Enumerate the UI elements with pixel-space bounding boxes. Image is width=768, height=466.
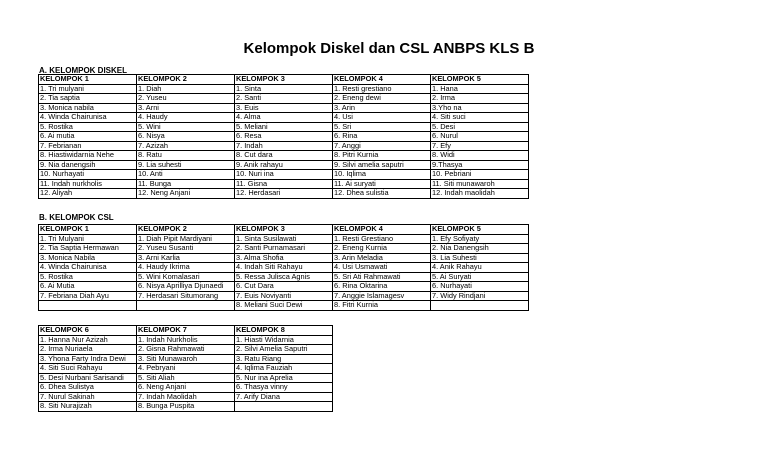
table-cell: 9.Thasya	[431, 160, 529, 170]
table-row	[39, 291, 529, 301]
table-cell: 2. Eneng Kurnia	[333, 244, 431, 254]
table-cell: 2. Tia saptia	[39, 94, 137, 104]
table-cell: 7. Widy Rindjani	[431, 291, 529, 301]
table-row	[39, 103, 529, 113]
section-a-label: A. KELOMPOK DISKEL	[39, 66, 128, 75]
table-cell: 1. Resti Grestiano	[333, 234, 431, 244]
table-cell: 10. Iqlima	[333, 170, 431, 180]
table-row	[39, 132, 529, 142]
table-cell: 8. Cut dara	[235, 151, 333, 161]
table-cell: 7. Indah	[235, 141, 333, 151]
table-cell: 5. Rostika	[39, 122, 137, 132]
table-row	[39, 244, 529, 254]
table-cell: 8. Meliani Suci Dewi	[235, 301, 333, 311]
table-cell: 2. Nia Danengsih	[431, 244, 529, 254]
table-row	[39, 151, 529, 161]
table-cell: 4. Haudy Ikrima	[137, 263, 235, 273]
table-cell: 2. Tia Saptia Hermawan	[39, 244, 137, 254]
table-cell: 7. Febrianan	[39, 141, 137, 151]
table-cell: 1. Tri Mulyani	[39, 234, 137, 244]
column-header: KELOMPOK 5	[431, 225, 529, 235]
column-header: KELOMPOK 3	[235, 225, 333, 235]
table-cell: 3. Arni Karlia	[137, 253, 235, 263]
table-cell: 2. Santi	[235, 94, 333, 104]
table-cell: 4. Alma	[235, 113, 333, 123]
table-cell: 5. Ressa Julisca Agnis	[235, 272, 333, 282]
table-cell: 5. Desi Nurbani Sarisandi	[39, 373, 137, 383]
table-cell: 7. Herdasari Situmorang	[137, 291, 235, 301]
table-header-row	[39, 75, 529, 85]
table-row	[39, 345, 333, 355]
table-cell: 9. Lia suhesti	[137, 160, 235, 170]
table-cell: 12. Herdasari	[235, 189, 333, 199]
table-cell: 6. Cut Dara	[235, 282, 333, 292]
table-cell: 6. Ai mutia	[39, 132, 137, 142]
table-cell: 3. Alma Shofia	[235, 253, 333, 263]
table-cell: 7. Efy	[431, 141, 529, 151]
table-cell: 4. Usi Usmawati	[333, 263, 431, 273]
table-cell: 4. Iqlima Fauziah	[235, 364, 333, 374]
table-cell: 7. Nurul Sakinah	[39, 392, 137, 402]
table-row	[39, 122, 529, 132]
table-cell: 4. Usi	[333, 113, 431, 123]
column-header: KELOMPOK 3	[235, 75, 333, 85]
table-cell: 4. Winda Chairunisa	[39, 113, 137, 123]
table-cell: 3. Yhona Farty Indra Dewi	[39, 354, 137, 364]
table-cell: 2. Gisna Rahmawati	[137, 345, 235, 355]
table-cell: 3. Lia Suhesti	[431, 253, 529, 263]
table-row	[39, 301, 529, 311]
column-header: KELOMPOK 1	[39, 225, 137, 235]
table-cell: 5. Wini	[137, 122, 235, 132]
column-header: KELOMPOK 8	[235, 326, 333, 336]
table-cell: 5. Nur ina Aprelia	[235, 373, 333, 383]
table-cell: 7. Febriana Diah Ayu	[39, 291, 137, 301]
table-cell: 5. Sri	[333, 122, 431, 132]
table-cell: 10. Nuri ina	[235, 170, 333, 180]
table-cell: 11. Siti munawaroh	[431, 179, 529, 189]
column-header: KELOMPOK 1	[39, 75, 137, 85]
table-cell: 8. Hiastiwidarnia Nehe	[39, 151, 137, 161]
table-cell: 7. Anggie Islamagesv	[333, 291, 431, 301]
table-cell: 4. Pebryani	[137, 364, 235, 374]
table-cell: 11. Gisna	[235, 179, 333, 189]
table-cell: 12. Aliyah	[39, 189, 137, 199]
table-cell: 5. Sri Ati Rahmawati	[333, 272, 431, 282]
table-cell: 5. Meliani	[235, 122, 333, 132]
table-cell: 2. Irma	[431, 94, 529, 104]
section-b-label: B. KELOMPOK CSL	[39, 213, 114, 222]
table-cell: 2. Eneng dewi	[333, 94, 431, 104]
table-cell	[39, 301, 137, 311]
table-header-row	[39, 326, 333, 336]
table-cell: 6. Ai Mutia	[39, 282, 137, 292]
table-cell: 11. Bunga	[137, 179, 235, 189]
table-cell: 5. Rostika	[39, 272, 137, 282]
table-cell: 8. Ratu	[137, 151, 235, 161]
table-cell: 10. Pebriani	[431, 170, 529, 180]
table-row	[39, 272, 529, 282]
column-header: KELOMPOK 4	[333, 225, 431, 235]
table-cell: 8. Widi	[431, 151, 529, 161]
table-cell: 6. Neng Anjani	[137, 383, 235, 393]
table-cell: 1. Sinta	[235, 84, 333, 94]
column-header: KELOMPOK 2	[137, 75, 235, 85]
table-cell: 8. Bunga Puspita	[137, 402, 235, 412]
table-cell: 6. Thasya vinny	[235, 383, 333, 393]
table-cell: 8. Pitri Kurnia	[333, 151, 431, 161]
table-cell: 6. Resa	[235, 132, 333, 142]
table-cell	[235, 402, 333, 412]
table-cell: 6. Dhea Sulistya	[39, 383, 137, 393]
table-row	[39, 373, 333, 383]
table-row	[39, 364, 333, 374]
table-cell: 2. Yuseu	[137, 94, 235, 104]
table-cell: 3. Monica Nabila	[39, 253, 137, 263]
table-row	[39, 335, 333, 345]
table-cell: 1. Tri mulyani	[39, 84, 137, 94]
table-cell: 2. Santi Purnamasari	[235, 244, 333, 254]
table-cell: 1. Hanna Nur Azizah	[39, 335, 137, 345]
table-row	[39, 84, 529, 94]
table-cell: 11. Ai suryati	[333, 179, 431, 189]
column-header: KELOMPOK 4	[333, 75, 431, 85]
table-diskel	[38, 74, 529, 199]
table-cell: 2. Yuseu Susanti	[137, 244, 235, 254]
table-cell: 1. Hiasti Widarnia	[235, 335, 333, 345]
table-cell: 9. Nia danengsih	[39, 160, 137, 170]
table-cell: 7. Anggi	[333, 141, 431, 151]
table-csl	[38, 224, 529, 311]
table-cell: 4. Siti suci	[431, 113, 529, 123]
table-cell: 10. Nurhayati	[39, 170, 137, 180]
table-row	[39, 170, 529, 180]
table-cell: 12. Dhea sulistia	[333, 189, 431, 199]
table-row	[39, 141, 529, 151]
table-cell: 6. Rina	[333, 132, 431, 142]
table-cell: 3. Ratu Riang	[235, 354, 333, 364]
table-cell: 12. Neng Anjani	[137, 189, 235, 199]
table-row	[39, 354, 333, 364]
table-cell: 3. Siti Munawaroh	[137, 354, 235, 364]
table-row	[39, 179, 529, 189]
table-cell	[137, 301, 235, 311]
column-header: KELOMPOK 7	[137, 326, 235, 336]
table-row	[39, 189, 529, 199]
table-cell: 1. Sinta Susilawati	[235, 234, 333, 244]
table-cell: 7. Arify Diana	[235, 392, 333, 402]
table-cell: 8. Siti Nurajizah	[39, 402, 137, 412]
table-cell: 1. Diah Pipit Mardiyani	[137, 234, 235, 244]
table-row	[39, 94, 529, 104]
table-cell: 10. Anti	[137, 170, 235, 180]
table-row	[39, 113, 529, 123]
table-row	[39, 234, 529, 244]
table-cell: 4. Anik Rahayu	[431, 263, 529, 273]
table-row	[39, 402, 333, 412]
table-cell: 9. Anik rahayu	[235, 160, 333, 170]
table-cell: 5. Ai Suryati	[431, 272, 529, 282]
table-cell: 6. Nurhayati	[431, 282, 529, 292]
table-cell: 3. Arin	[333, 103, 431, 113]
table-cell: 5. Siti Aliah	[137, 373, 235, 383]
table-cell: 1. Resti grestiano	[333, 84, 431, 94]
table-row	[39, 383, 333, 393]
table-row	[39, 160, 529, 170]
table-cell: 4. Winda Chairunisa	[39, 263, 137, 273]
table-csl-extra	[38, 325, 333, 412]
table-cell: 12. Indah maolidah	[431, 189, 529, 199]
table-row	[39, 282, 529, 292]
column-header: KELOMPOK 2	[137, 225, 235, 235]
table-header-row	[39, 225, 529, 235]
table-cell: 3. Monica nabila	[39, 103, 137, 113]
table-row	[39, 253, 529, 263]
table-cell: 1. Diah	[137, 84, 235, 94]
table-cell: 5. Wini Komalasari	[137, 272, 235, 282]
table-cell: 6. Nisya Aprilliya Djunaedi	[137, 282, 235, 292]
table-cell: 2. Irma Nuriaela	[39, 345, 137, 355]
table-cell: 3. Arin Meladia	[333, 253, 431, 263]
table-row	[39, 392, 333, 402]
table-cell: 4. Siti Suci Rahayu	[39, 364, 137, 374]
table-cell: 1. Indah Nurkholis	[137, 335, 235, 345]
table-cell: 9. Silvi amelia saputri	[333, 160, 431, 170]
table-cell: 2. Silvi Amelia Saputri	[235, 345, 333, 355]
table-cell	[431, 301, 529, 311]
table-cell: 1. Efy Sofiyaty	[431, 234, 529, 244]
table-cell: 3. Euis	[235, 103, 333, 113]
table-cell: 6. Nurul	[431, 132, 529, 142]
page-title: Kelompok Diskel dan CSL ANBPS KLS B	[243, 40, 535, 57]
table-cell: 5. Desi	[431, 122, 529, 132]
table-cell: 11. Indah nurkholis	[39, 179, 137, 189]
column-header: KELOMPOK 5	[431, 75, 529, 85]
table-cell: 4. Indah Siti Rahayu	[235, 263, 333, 273]
table-cell: 4. Haudy	[137, 113, 235, 123]
table-cell: 1. Hana	[431, 84, 529, 94]
table-cell: 7. Azizah	[137, 141, 235, 151]
table-cell: 7. Indah Maolidah	[137, 392, 235, 402]
table-row	[39, 263, 529, 273]
column-header: KELOMPOK 6	[39, 326, 137, 336]
table-cell: 6. Rina Oktarina	[333, 282, 431, 292]
table-cell: 3. Arni	[137, 103, 235, 113]
table-cell: 3.Yho na	[431, 103, 529, 113]
table-cell: 8. Fitri Kurnia	[333, 301, 431, 311]
table-cell: 6. Nisya	[137, 132, 235, 142]
table-cell: 7. Euis Noviyanti	[235, 291, 333, 301]
